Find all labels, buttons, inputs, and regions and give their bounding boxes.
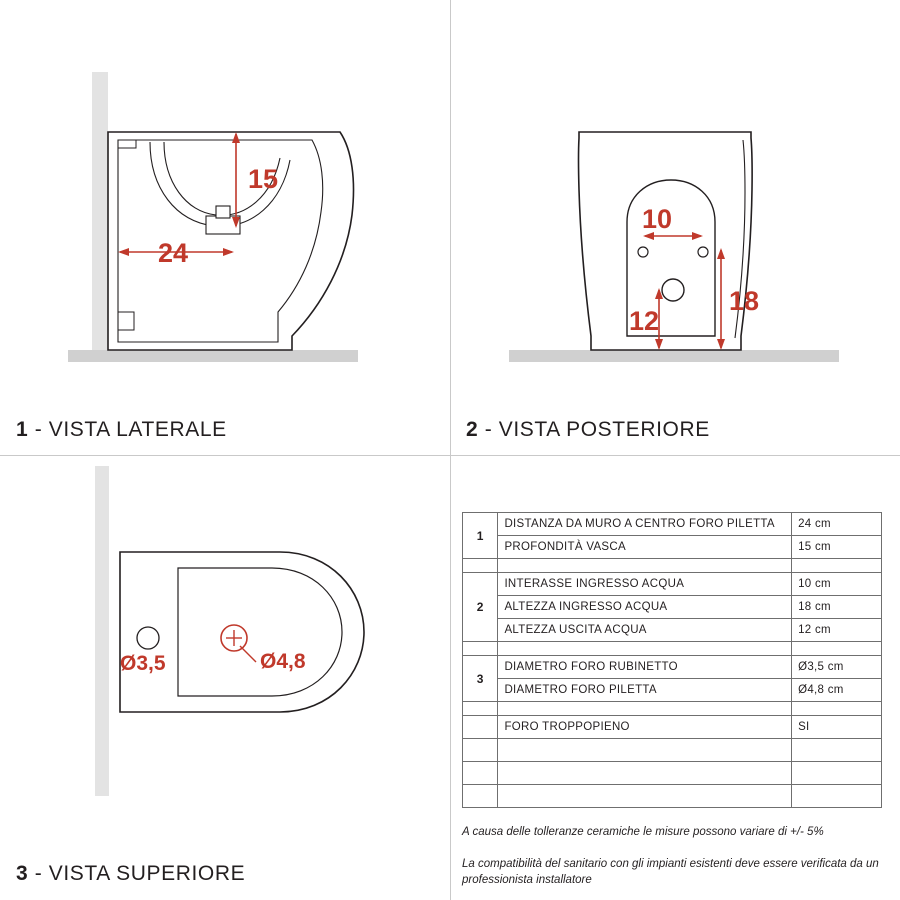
table-row <box>463 573 882 596</box>
group-number: 2 <box>463 573 498 642</box>
rear-view-panel <box>451 0 900 455</box>
table-row <box>463 536 882 559</box>
top-view-drawing <box>0 456 450 856</box>
spec-value: 15 cm <box>792 536 882 559</box>
installer-note: La compatibilità del sanitario con gli impianti esistenti deve essere verificata da un professionista installatore <box>462 858 879 886</box>
spacer-cell <box>463 559 498 573</box>
spacer-cell <box>498 559 792 573</box>
spec-value: 18 cm <box>792 596 882 619</box>
spec-value <box>792 739 882 762</box>
table-row <box>463 716 882 739</box>
rear-view-label <box>466 418 710 442</box>
dim-distance-value: 24 <box>158 238 189 268</box>
table-row <box>463 596 882 619</box>
dim-interasse-value: 10 <box>641 204 673 234</box>
side-view-panel <box>0 0 450 455</box>
bidet-top-inner <box>178 568 342 696</box>
dim-drain-diameter-value: Ø4,8 <box>260 650 306 673</box>
spec-value: 12 cm <box>792 619 882 642</box>
spec-description: ALTEZZA INGRESSO ACQUA <box>498 596 792 619</box>
spacer-cell <box>498 702 792 716</box>
dim-inlet-height-value: 18 <box>729 286 760 316</box>
spec-description <box>498 785 792 808</box>
floor-shape <box>68 350 358 362</box>
spacer-cell <box>498 642 792 656</box>
spacer-cell <box>463 702 498 716</box>
side-view-drawing <box>0 0 450 400</box>
table-spacer-row <box>463 642 882 656</box>
spec-description: DISTANZA DA MURO A CENTRO FORO PILETTA <box>498 513 792 536</box>
water-outlet-hole <box>662 279 684 301</box>
rear-view-drawing <box>451 0 900 400</box>
spec-value: 24 cm <box>792 513 882 536</box>
dim-outlet-height-value: 12 <box>629 306 660 336</box>
dim-tap-diameter-value: Ø3,5 <box>120 652 166 675</box>
floor-shape-rear <box>509 350 839 362</box>
spec-description: FORO TROPPOPIENO <box>498 716 792 739</box>
spacer-cell <box>463 642 498 656</box>
side-view-label <box>16 418 227 442</box>
spec-description: DIAMETRO FORO RUBINETTO <box>498 656 792 679</box>
drain-neck <box>216 206 230 218</box>
group-number: 1 <box>463 513 498 559</box>
table-spacer-row <box>463 559 882 573</box>
spec-value: Ø4,8 cm <box>792 679 882 702</box>
table-row <box>463 785 882 808</box>
spacer-cell <box>792 559 882 573</box>
table-row <box>463 762 882 785</box>
spacer-cell <box>792 642 882 656</box>
table-row <box>463 679 882 702</box>
wall-shape-top <box>95 466 109 796</box>
spec-value: SI <box>792 716 882 739</box>
spec-description: DIAMETRO FORO PILETTA <box>498 679 792 702</box>
group-number <box>463 762 498 785</box>
tap-hole <box>137 627 159 649</box>
rear-view-title: - VISTA POSTERIORE <box>484 418 710 441</box>
spec-description <box>498 739 792 762</box>
spec-value <box>792 785 882 808</box>
side-view-title: - VISTA LATERALE <box>34 418 227 441</box>
tolerance-note: A causa delle tolleranze ceramiche le misure possono variare di +/- 5% <box>462 826 824 838</box>
group-number <box>463 739 498 762</box>
group-number <box>463 785 498 808</box>
table-row <box>463 619 882 642</box>
spec-value: 10 cm <box>792 573 882 596</box>
side-view-number: 1 <box>16 418 29 441</box>
top-view-number: 3 <box>16 862 29 885</box>
water-inlet-hole-left <box>638 247 648 257</box>
water-inlet-hole-right <box>698 247 708 257</box>
table-row <box>463 739 882 762</box>
spec-description: PROFONDITÀ VASCA <box>498 536 792 559</box>
spec-description <box>498 762 792 785</box>
top-view-label <box>16 862 245 886</box>
top-view-title: - VISTA SUPERIORE <box>34 862 246 885</box>
spec-value <box>792 762 882 785</box>
wall-shape <box>92 72 108 350</box>
group-number: 3 <box>463 656 498 702</box>
table-row <box>463 513 882 536</box>
spec-value: Ø3,5 cm <box>792 656 882 679</box>
spec-description: INTERASSE INGRESSO ACQUA <box>498 573 792 596</box>
spec-description: ALTEZZA USCITA ACQUA <box>498 619 792 642</box>
top-view-panel <box>0 456 450 900</box>
spacer-cell <box>792 702 882 716</box>
table-row <box>463 656 882 679</box>
table-spacer-row <box>463 702 882 716</box>
rear-view-number: 2 <box>466 418 479 441</box>
dim-depth-value: 15 <box>248 164 279 194</box>
spec-table <box>462 512 882 808</box>
group-number <box>463 716 498 739</box>
